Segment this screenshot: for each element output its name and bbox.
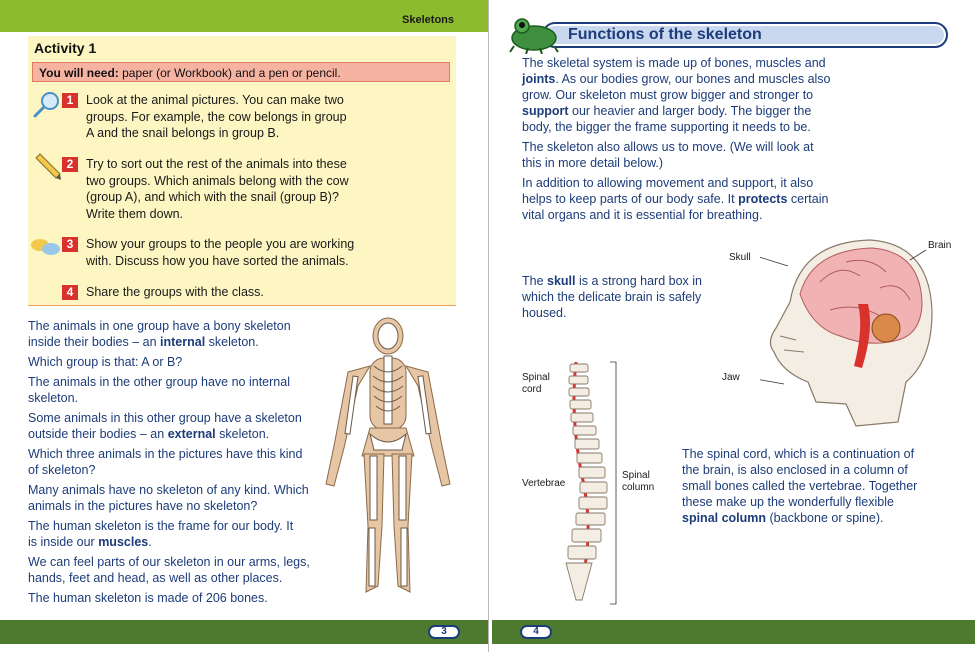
right-page [492, 0, 975, 652]
bottom-green-bar [492, 620, 975, 644]
activity-box [28, 36, 456, 306]
step-3 [62, 236, 386, 269]
spine-paragraph: The spinal cord, which is a continuation of the brain, is also enclosed in a column of small bones called the vertebrae. Together these make up the wonderfully flexible spinal column (backbone or spine). [682, 447, 918, 525]
page-number: 3 [428, 625, 460, 639]
step-text: Try to sort out the rest of the animals into these two groups. Which animals belong with the cow (group A), and which with the snail (group B)? Write them down. [86, 157, 349, 221]
speech-bubbles-icon [30, 236, 62, 258]
vertebrae-label: Vertebrae [522, 478, 566, 489]
step-1 [62, 92, 386, 142]
step-number: 2 [62, 157, 78, 172]
page-number: 4 [520, 625, 552, 639]
magnifying-glass-icon [32, 90, 62, 118]
skull-paragraph: The skull is a strong hard box in which the delicate brain is safely housed. [522, 274, 702, 320]
human-skeleton-illustration [318, 316, 458, 612]
skull-label: Skull [729, 252, 751, 263]
you-will-need-bar: You will need: paper (or Workbook) and a pen or pencil. [32, 62, 450, 82]
body-paragraphs: The animals in one group have a bony skeleton inside their bodies – an internal skeleton. Which group is that: A or B? The animals in the other group have no internal skeleton. Some animals in this other group have a skeleton outside their bodies – an external skeleton. Which three animals in the pictures have this kind of skeleton? Many animals have no skeleton of any kind. Which animals in the pictures have no skeleton? The human skeleton is the frame for our body. It is inside our muscles. We can feel parts of our skeleton in our arms, legs, hands, feet and head, as well as other places. The human skeleton is made of 206 bones. [28, 319, 310, 605]
step-text: Show your groups to the people you are working with. Discuss how you have sorted the animals. [86, 237, 355, 268]
bottom-green-bar [0, 620, 488, 644]
frog-icon [508, 12, 560, 54]
step-text: Look at the animal pictures. You can make two groups. For example, the cow belongs in group A and the snail belongs in group B. [86, 93, 347, 140]
activity-title: Activity 1 [34, 40, 97, 56]
spinal-column-label: Spinal column [622, 470, 655, 493]
step-number: 4 [62, 285, 78, 300]
jaw-label: Jaw [722, 372, 740, 383]
step-2 [62, 156, 386, 222]
page-title: Functions of the skeleton [568, 26, 762, 43]
step-number: 3 [62, 237, 78, 252]
spinal-column-bracket [608, 360, 622, 606]
section-label: Skeletons [402, 14, 454, 26]
step-text: Share the groups with the class. [86, 285, 264, 299]
intro-paragraphs: The skeletal system is made up of bones, muscles and joints. As our bodies grow, our bones and muscles also grow. Our skeleton must grow bigger and stronger to support our heavier and larger body. The bigger the body, the bigger the frame supporting it needs to be. The skeleton also allows us to move. (We will look at this in more detail below.) In addition to allowing movement and support, it also helps to keep parts of our body safe. It protects certain vital organs and it is essential for breathing. [522, 56, 831, 222]
step-4 [62, 284, 386, 301]
step-number: 1 [62, 93, 78, 108]
brain-label: Brain [928, 240, 952, 251]
pencil-icon [32, 152, 62, 182]
spinal-cord-label: Spinal cord [522, 372, 550, 395]
skull-brain-illustration [760, 232, 940, 432]
